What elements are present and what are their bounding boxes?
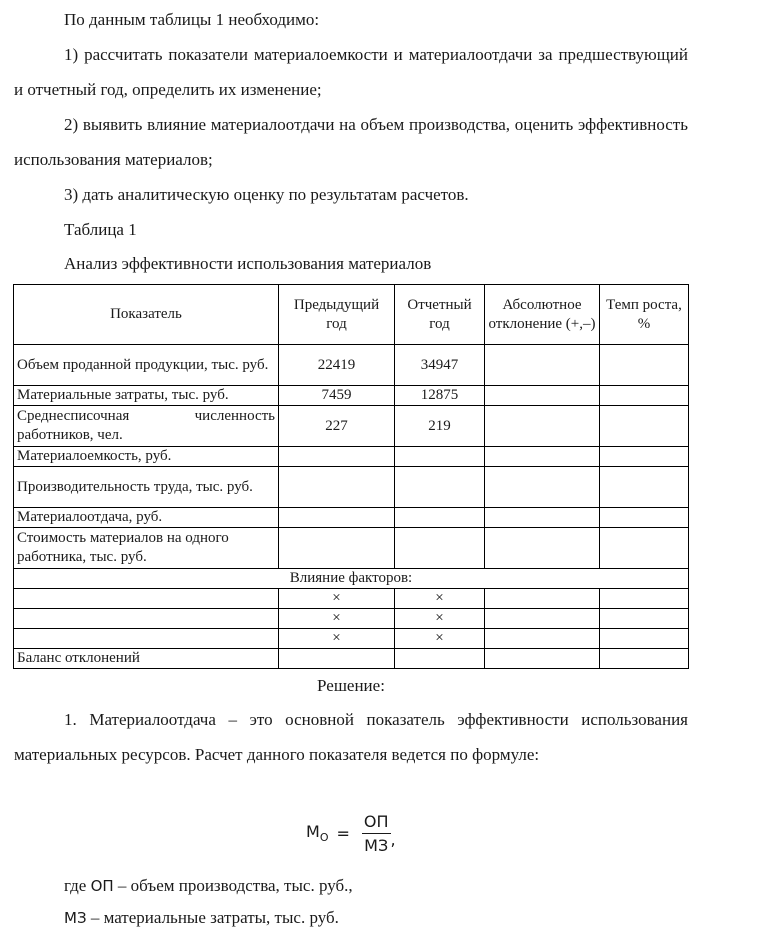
cell-value (395, 649, 485, 669)
row-label: Стоимость материалов на одного работника, тыс. руб. (14, 528, 279, 569)
analysis-table (13, 284, 689, 669)
cell-value (485, 406, 600, 447)
table-row (14, 386, 689, 406)
formula-denominator: МЗ (364, 836, 389, 855)
cell-value (14, 629, 279, 649)
cell-value (485, 649, 600, 669)
cell-value (600, 406, 689, 447)
factors-row (14, 569, 689, 589)
table-row (14, 345, 689, 386)
material-return-formula (306, 812, 396, 855)
cell-value: 7459 (279, 386, 395, 406)
cell-value (600, 386, 689, 406)
balance-label: Баланс отклонений (14, 649, 279, 669)
row-label: Объем проданной продукции, тыс. руб. (14, 345, 279, 386)
task-3: 3) дать аналитическую оценку по результатам расчетов. (64, 185, 469, 204)
cell-value (600, 345, 689, 386)
task-1: 1) рассчитать показатели материалоемкости и материалоотдачи за предшествующий и отчетный год, определить их изменение; (14, 45, 688, 99)
cell-value (279, 649, 395, 669)
cross-mark: × (279, 589, 395, 609)
cell-value (485, 528, 600, 569)
header-indicator: Показатель (14, 285, 279, 345)
cell-value (485, 508, 600, 528)
cell-value (14, 589, 279, 609)
formula-numerator: ОП (362, 812, 391, 834)
formula-comma: , (390, 830, 396, 849)
header-abs-deviation: Абсолютное отклонение (+,–) (485, 285, 600, 345)
table-row (14, 508, 689, 528)
cell-value (600, 649, 689, 669)
table-row (14, 406, 689, 447)
cell-value (600, 609, 689, 629)
row-label: Среднесписочная численность работников, чел. (14, 406, 279, 447)
cell-value (395, 447, 485, 467)
cell-value (279, 447, 395, 467)
solution-label: Решение: (317, 676, 385, 695)
cell-value (485, 386, 600, 406)
table-title: Анализ эффективности использования материалов (64, 254, 432, 273)
table-label: Таблица 1 (64, 220, 137, 239)
cell-value (395, 508, 485, 528)
cross-mark: × (279, 629, 395, 649)
formula-fraction (362, 812, 391, 855)
row-label: Материалоемкость, руб. (14, 447, 279, 467)
factors-label: Влияние факторов: (14, 569, 689, 589)
cell-value: 34947 (395, 345, 485, 386)
balance-row (14, 649, 689, 669)
row-label: Материалоотдача, руб. (14, 508, 279, 528)
formula-equals: = (336, 824, 350, 843)
cell-value (600, 508, 689, 528)
solution-text: 1. Материалоотдача – это основной показатель эффективности использования материальных ресурсов. Расчет данного показателя ведется по формуле: (14, 710, 688, 764)
intro-text: По данным таблицы 1 необходимо: (64, 10, 320, 29)
cell-value (395, 467, 485, 508)
cell-value: 22419 (279, 345, 395, 386)
cell-value (600, 528, 689, 569)
cell-value (600, 447, 689, 467)
where-line-1: где ОП – объем производства, тыс. руб., (64, 876, 353, 895)
row-label: Производительность труда, тыс. руб. (14, 467, 279, 508)
cell-value: 227 (279, 406, 395, 447)
task-2: 2) выявить влияние материалоотдачи на объем производства, оценить эффективность использования материалов; (14, 115, 688, 169)
cell-value (485, 467, 600, 508)
cell-value (600, 589, 689, 609)
header-prev-year: Предыдущий год (279, 285, 395, 345)
cross-mark: × (279, 609, 395, 629)
header-growth-rate: Темп роста, % (600, 285, 689, 345)
header-report-year: Отчетный год (395, 285, 485, 345)
cell-value (600, 629, 689, 649)
cross-mark: × (395, 589, 485, 609)
cell-value (395, 528, 485, 569)
cell-value: 12875 (395, 386, 485, 406)
where-line-2: МЗ – материальные затраты, тыс. руб. (64, 908, 339, 927)
cell-value (600, 467, 689, 508)
table-header-row (14, 285, 689, 345)
cell-value (14, 609, 279, 629)
formula-lhs: $М_О$ (306, 822, 329, 845)
table-row (14, 467, 689, 508)
cell-value (485, 589, 600, 609)
cell-value (485, 447, 600, 467)
cell-value: 219 (395, 406, 485, 447)
cell-value (485, 629, 600, 649)
factor-row (14, 629, 689, 649)
cross-mark: × (395, 629, 485, 649)
cell-value (279, 467, 395, 508)
cross-mark: × (395, 609, 485, 629)
factor-row (14, 609, 689, 629)
cell-value (279, 528, 395, 569)
table-row (14, 447, 689, 467)
row-label: Материальные затраты, тыс. руб. (14, 386, 279, 406)
cell-value (279, 508, 395, 528)
factor-row (14, 589, 689, 609)
table-row (14, 528, 689, 569)
cell-value (485, 345, 600, 386)
cell-value (485, 609, 600, 629)
